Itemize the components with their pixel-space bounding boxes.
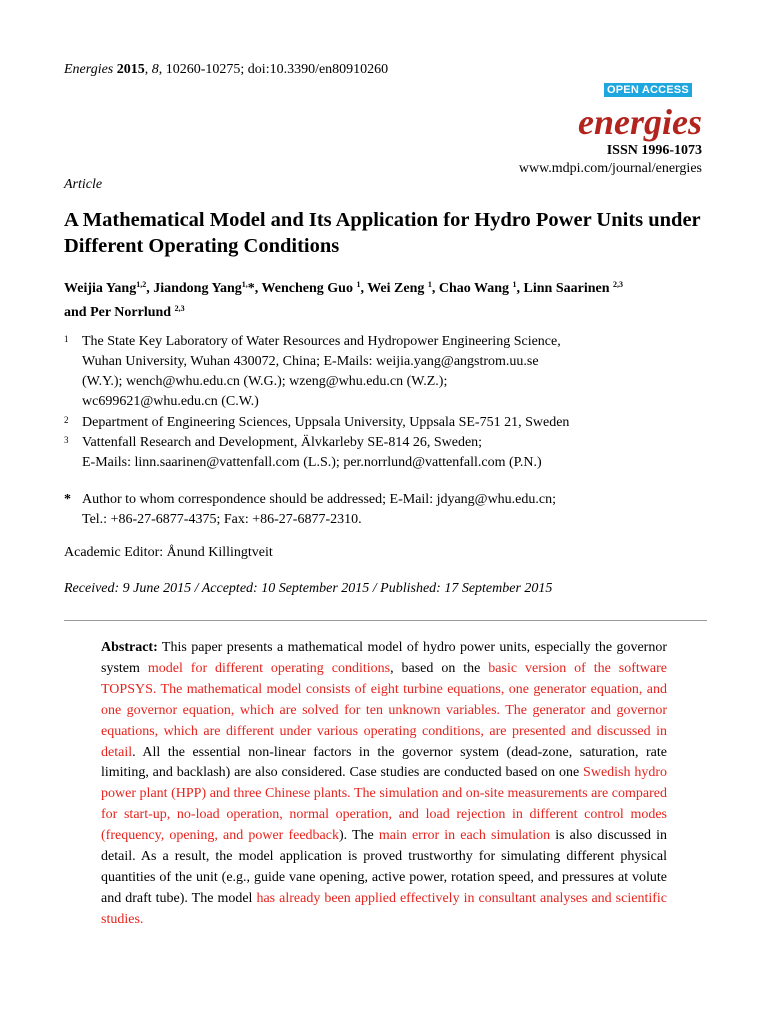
paper-title: A Mathematical Model and Its Application for Hydro Power Units under Different Operating Conditions <box>64 209 701 257</box>
abstract-highlight: Swedish hydro power plant (HPP) and three Chinese plants. The simulation and on-site measurements are compared for start-up, no-load operation, normal operation, and load rejection in different control modes (frequency, opening, and power feedback <box>101 765 667 844</box>
abstract-text: , based on the <box>390 660 489 676</box>
citation-volume: 8 <box>151 62 159 77</box>
affiliation-line: Vattenfall Research and Development, Älvkarleby SE-814 26, Sweden; <box>82 435 483 450</box>
affiliation-number: 3 <box>64 435 69 445</box>
abstract <box>101 638 667 931</box>
author-affiliation-mark: 1 <box>427 280 432 289</box>
correspondence-note <box>64 490 714 530</box>
author-list <box>64 275 714 323</box>
section-divider <box>64 620 707 621</box>
affiliation-line: (W.Y.); wench@whu.edu.cn (W.G.); wzeng@whu.edu.cn (W.Z.); <box>82 374 448 389</box>
abstract-label: Abstract: <box>101 640 158 655</box>
affiliation-2 <box>64 413 714 433</box>
abstract-text: . All the essential non-linear factors in the governor system (dead-zone, saturation, rate limiting, and backlash) are also considered. Case studies are conducted based on one <box>101 744 667 781</box>
author-name: Chao Wang <box>438 281 510 296</box>
author-affiliation-mark: 1 <box>356 280 361 289</box>
affiliation-line: E-Mails: linn.saarinen@vattenfall.com (L.S.); per.norrlund@vattenfall.com (P.N.) <box>82 455 542 470</box>
author-name: and Per Norrlund <box>64 305 172 320</box>
academic-editor: Academic Editor: Ånund Killingtveit <box>64 545 273 560</box>
correspondence-line: Tel.: +86-27-6877-4375; Fax: +86-27-6877-2310. <box>82 512 362 527</box>
abstract-text: This paper presents a mathematical model of hydro power units, especially the governor system <box>101 640 667 676</box>
author-separator: , <box>431 281 439 296</box>
affiliation-3 <box>64 433 714 473</box>
affiliation-number: 2 <box>64 415 69 425</box>
author-affiliation-mark: 2,3 <box>174 304 185 313</box>
author-affiliation-mark: 1,2 <box>136 280 147 289</box>
author-separator: , <box>360 281 368 296</box>
author-separator: , <box>254 281 262 296</box>
abstract-highlight: model for different operating conditions <box>147 660 391 676</box>
author-name: Jiandong Yang <box>153 281 242 296</box>
citation-line: Energies 2015, 8, 10260-10275; doi:10.3390/en80910260 <box>64 62 389 77</box>
corresponding-star: * <box>247 281 255 296</box>
abstract-highlight: has already been applied effectively in consultant analyses and scientific studies. <box>101 890 667 927</box>
correspondence-line: Author to whom correspondence should be addressed; E-Mail: jdyang@whu.edu.cn; <box>82 492 557 507</box>
author-affiliation-mark: 1, <box>241 280 248 289</box>
publication-dates: Received: 9 June 2015 / Accepted: 10 September 2015 / Published: 17 September 2015 <box>64 581 553 596</box>
affiliation-1 <box>64 332 714 412</box>
open-access-badge: OPEN ACCESS <box>604 83 692 97</box>
affiliation-line: Department of Engineering Sciences, Uppsala University, Uppsala SE-751 21, Sweden <box>82 415 570 430</box>
author-name: Wencheng Guo <box>261 281 353 296</box>
author-affiliation-mark: 2,3 <box>613 280 624 289</box>
journal-logo: energies <box>578 102 702 142</box>
abstract-text: ). The <box>338 828 379 844</box>
author-separator: , <box>516 281 524 296</box>
journal-url-link[interactable]: www.mdpi.com/journal/energies <box>518 161 702 176</box>
affiliation-line: Wuhan University, Wuhan 430072, China; E-Mails: weijia.yang@angstrom.uu.se <box>82 354 539 369</box>
affiliation-line: wc699621@whu.edu.cn (C.W.) <box>82 394 259 409</box>
abstract-highlight: main error in each simulation <box>378 828 551 844</box>
correspondence-star: * <box>64 492 71 507</box>
citation-year: 2015 <box>116 62 145 77</box>
abstract-text: is also discussed in detail. As a result, the model application is proved trustworthy for simulating different physical quantities of the unit (e.g., guide vane opening, active power, rotation speed, and pressures at volute and draft tube). The model <box>101 828 667 906</box>
affiliation-number: 1 <box>64 334 69 344</box>
author-name: Linn Saarinen <box>523 281 610 296</box>
author-name: Wei Zeng <box>367 281 425 296</box>
author-separator: , <box>146 281 154 296</box>
citation-rest: , 10260-10275; doi:10.3390/en80910260 <box>158 62 389 77</box>
affiliation-line: The State Key Laboratory of Water Resources and Hydropower Engineering Science, <box>82 334 561 349</box>
author-name: Weijia Yang <box>64 281 137 296</box>
article-type: Article <box>64 177 103 192</box>
citation-journal: Energies <box>64 62 114 77</box>
abstract-highlight: basic version of the software TOPSYS. The mathematical model consists of eight turbine equations, one generator equation, and one governor equation, which are solved for ten unknown variables. The generator and governor equations, which are different under various operating conditions, are presented and discussed in detail <box>101 660 667 760</box>
author-affiliation-mark: 1 <box>512 280 517 289</box>
issn: ISSN 1996-1073 <box>606 143 702 158</box>
